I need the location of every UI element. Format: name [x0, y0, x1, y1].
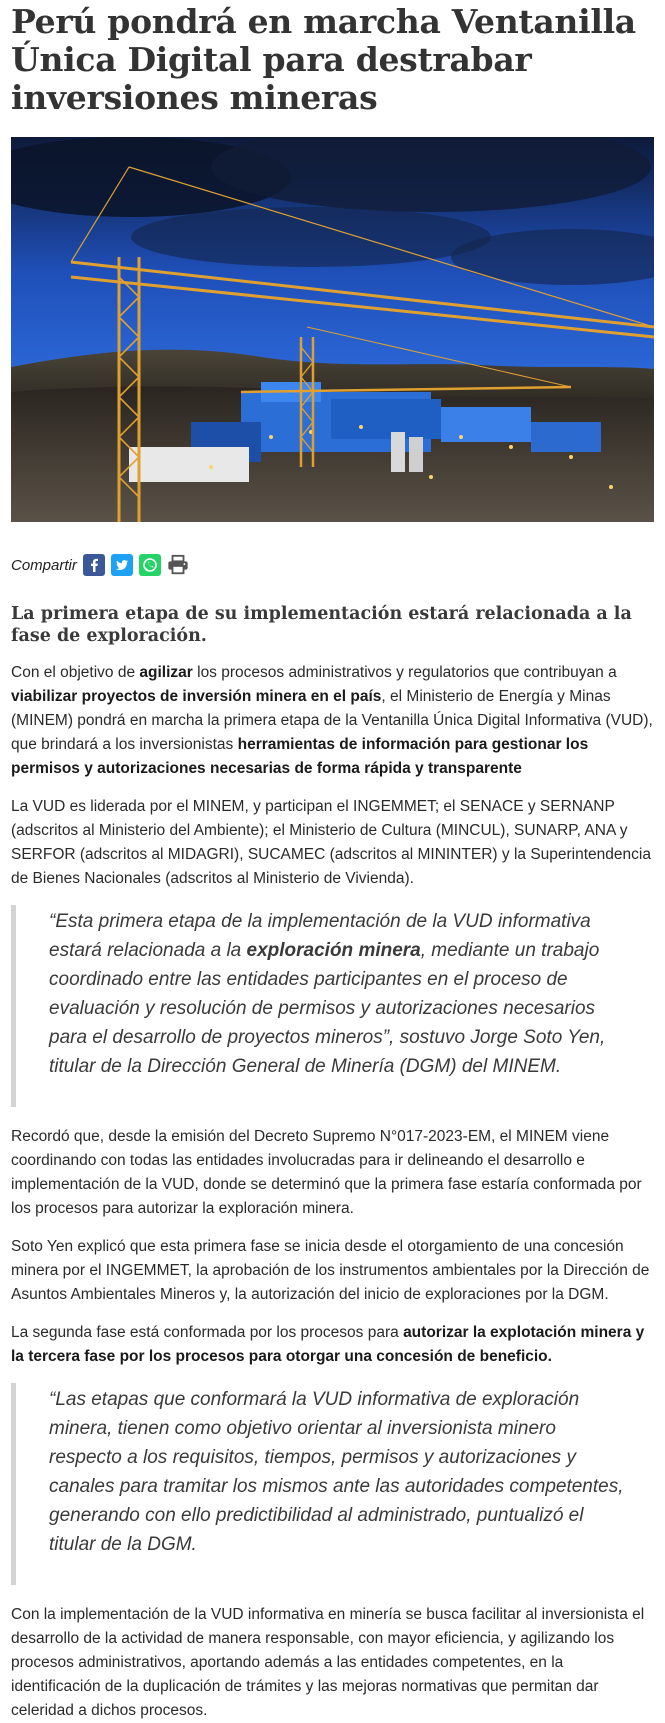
whatsapp-icon[interactable] [139, 554, 161, 576]
blockquote-1: “Esta primera etapa de la implementación de la VUD informativa estará relacionada a la exploración minera, mediante un trabajo coordinado entre las entidades participantes en el proceso de evaluación y resolución de permisos y autorizaciones necesarios para el desarrollo de proyectos mineros”, sostuvo Jorge Soto Yen, titular de la Dirección General de Minería (DGM) del MINEM. [11, 905, 654, 1107]
article-lead: La primera etapa de su implementación estará relacionada a la fase de exploración. [11, 604, 632, 646]
paragraph-2: La VUD es liderada por el MINEM, y participan el INGEMMET; el SENACE y SERNANP (adscritos al Ministerio del Ambiente); el Ministerio de Cultura (MINCUL), SUNARP, ANA y SERFOR (adscritos al MIDAGRI), SUCAMEC (adscritos al MININTER) y la Superintendencia de Bienes Nacionales (adscritos al Ministerio de Vivienda). [11, 798, 651, 887]
mining-construction-site-photo [11, 137, 654, 522]
twitter-icon[interactable] [111, 554, 133, 576]
share-bar [11, 552, 654, 578]
hero-image [11, 137, 654, 522]
print-icon[interactable] [167, 554, 189, 576]
facebook-icon[interactable] [83, 554, 105, 576]
blockquote-2: “Las etapas que conformará la VUD informativa de exploración minera, tienen como objetivo orientar al inversionista minero respecto a los requisitos, tiempos, permisos y autorizaciones y canales para tramitar los mismos ante las autoridades competentes, generando con ello predictibilidad al administrado, puntualizó el titular de la DGM. [11, 1383, 654, 1585]
paragraph-4: Soto Yen explicó que esta primera fase se inicia desde el otorgamiento de una concesión minera por el INGEMMET, la aprobación de los instrumentos ambientales por la Dirección de Asuntos Ambientales Mineros y, la autorización del inicio de exploraciones por la DGM. [11, 1238, 650, 1303]
paragraph-1: Con el objetivo de agilizar los procesos administrativos y regulatorios que contribuyan a viabilizar proyectos de inversión minera en el país, el Ministerio de Energía y Minas (MINEM) pondrá en marcha la primera etapa de la Ventanilla Única Digital Informativa (VUD), que brindará a los inversionistas herramientas de información para gestionar los permisos y autorizaciones necesarias de forma rápida y transparente [11, 664, 653, 777]
share-label: Compartir [11, 556, 77, 574]
article-title: Perú pondrá en marcha Ventanilla Única Digital para destrabar inversiones mineras [11, 2, 636, 117]
paragraph-5: La segunda fase está conformada por los procesos para autorizar la explotación minera y la tercera fase por los procesos para otorgar una concesión de beneficio. [11, 1324, 645, 1365]
paragraph-3: Recordó que, desde la emisión del Decreto Supremo N°017-2023-EM, el MINEM viene coordinando con todas las entidades involucradas para ir delineando el desarrollo e implementación de la VUD, donde se determinó que la primera fase estaría conformada por los procesos para autorizar la exploración minera. [11, 1128, 642, 1217]
paragraph-6: Con la implementación de la VUD informativa en minería se busca facilitar al inversionista el desarrollo de la actividad de manera responsable, con mayor eficiencia, y agilizando los procesos administrativos, aportando además a las entidades competentes, en la identificación de la duplicación de trámites y las mejoras normativas que permitan dar celeridad a dichos procesos. [11, 1606, 645, 1719]
